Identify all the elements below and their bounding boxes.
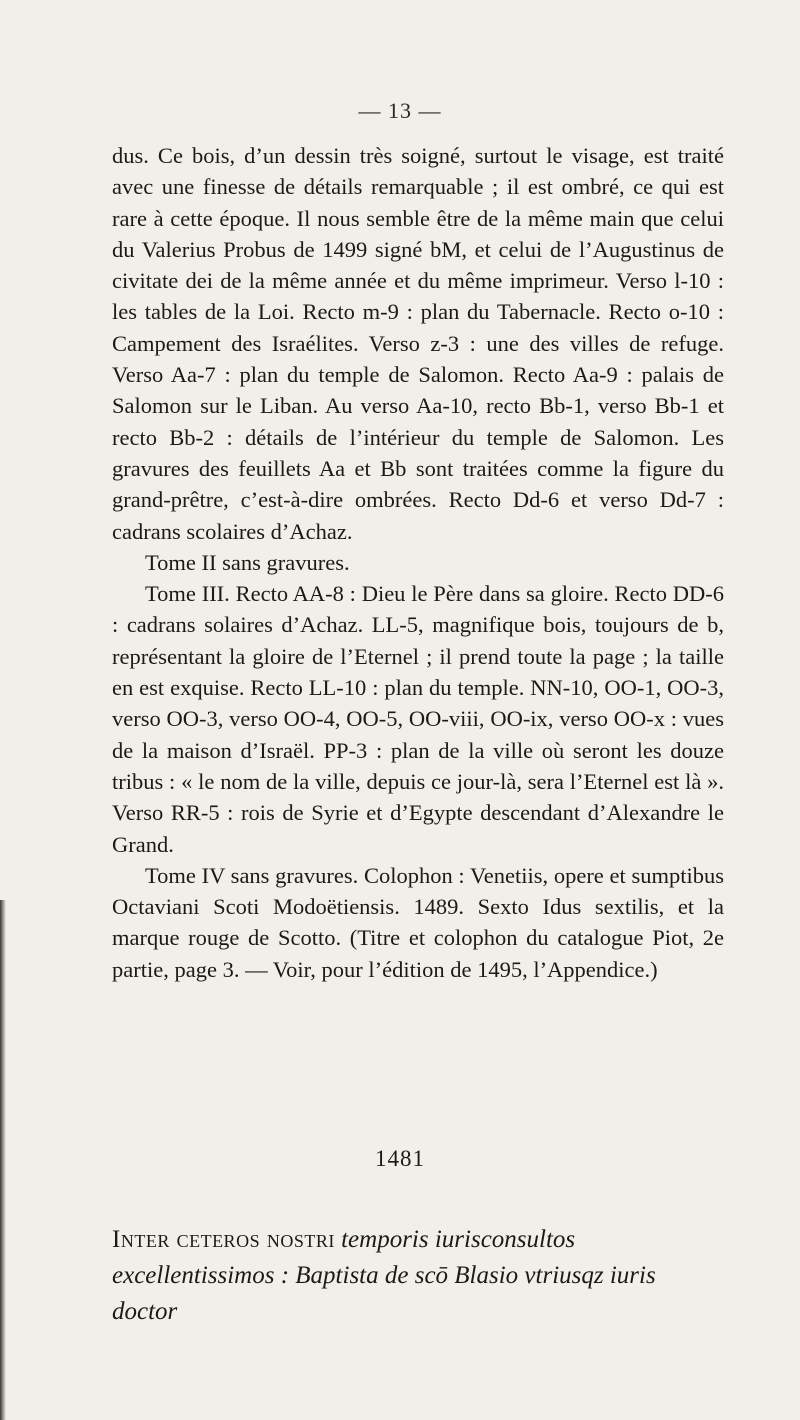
page-number: — 13 — (358, 98, 442, 123)
page-edge-shadow (0, 900, 6, 1420)
body-text (112, 140, 724, 985)
paragraph-4: Tome IV sans gravures. Colophon : Venetiis, opere et sumptibus Octaviani Scoti Modoëtiensis. 1489. Sexto Idus sextilis, et la marque rouge de Scotto. (Titre et colophon du catalogue Piot, 2e partie, page 3. — Voir, pour l’édition de 1495, l’Appendice.) (112, 862, 724, 982)
incipit-gothic: temporis iurisconsultos excellentissimos : Baptista de scō Blasio vtriusqz iuris doctor (112, 1226, 656, 1325)
entry-year-heading: 1481 (375, 1146, 425, 1171)
paragraph-2: Tome II sans gravures. (145, 549, 350, 575)
entry-incipit (112, 1222, 724, 1330)
paragraph-3: Tome III. Recto AA-8 : Dieu le Père dans sa gloire. Recto DD-6 : cadrans solaires d’Achaz. LL-5, magnifique bois, toujours de b, représentant la gloire de l’Eternel ; il prend toute la page ; la taille en est exquise. Recto LL-10 : plan du temple. NN-10, OO-1, OO-3, verso OO-3, verso OO-4, OO-5, OO-viii, OO-ix, verso OO-x : vues de la maison d’Israël. PP-3 : plan de la ville où seront les douze tribus : « le nom de la ville, depuis ce jour-là, sera l’Eternel est là ». Verso RR-5 : rois de Syrie et d’Egypte descendant d’Alexandre le Grand. (112, 581, 724, 857)
incipit-smallcaps: Inter ceteros nostri (112, 1226, 335, 1253)
paragraph-1: dus. Ce bois, d’un dessin très soigné, surtout le visage, est traité avec une finesse de détails remarquable ; il est ombré, ce qui est rare à cette époque. Il nous semble être de la même main que celui du Valerius Probus de 1499 signé bM, et celui de l’Augustinus de civitate dei de la même année et du même imprimeur. Verso l-10 : les tables de la Loi. Recto m-9 : plan du Tabernacle. Recto o-10 : Campement des Israélites. Verso z-3 : une des villes de refuge. Verso Aa-7 : plan du temple de Salomon. Recto Aa-9 : palais de Salomon sur le Liban. Au verso Aa-10, recto Bb-1, verso Bb-1 et recto Bb-2 : détails de l’intérieur du temple de Salomon. Les gravures des feuillets Aa et Bb sont traitées comme la figure du grand-prêtre, c’est-à-dire ombrées. Recto Dd-6 et verso Dd-7 : cadrans scolaires d’Achaz. (112, 143, 724, 544)
